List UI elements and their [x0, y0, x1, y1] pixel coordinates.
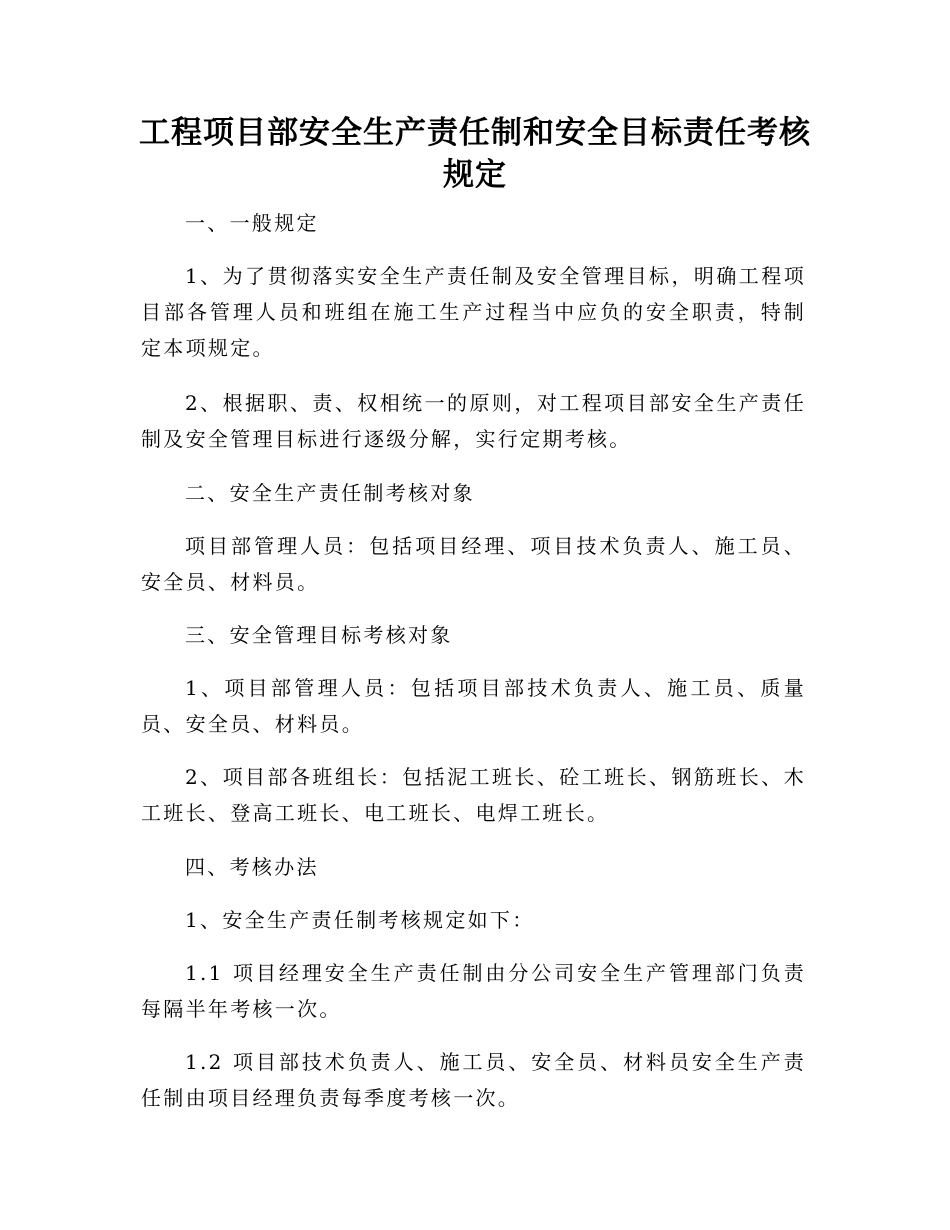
section-heading-general: 一、一般规定	[185, 211, 319, 235]
paragraph-team-leaders: 2、项目部各班组长：包括泥工班长、砼工班长、钢筋班长、木工班长、登高工班长、电工班长、电焊工班长。	[141, 765, 806, 825]
paragraph-goal-management-staff: 1、项目部管理人员：包括项目部技术负责人、施工员、质量员、安全员、材料员。	[141, 676, 806, 736]
paragraph-principle: 2、根据职、责、权相统一的原则，对工程项目部安全生产责任制及安全管理目标进行逐级分解，实行定期考核。	[141, 391, 806, 451]
paragraph-rule-1-2: 1.2 项目部技术负责人、施工员、安全员、材料员安全生产责任制由项目经理负责每季度考核一次。	[141, 1050, 806, 1110]
paragraph-rule-1-1: 1.1 项目经理安全生产责任制由分公司安全生产管理部门负责每隔半年考核一次。	[141, 961, 806, 1021]
document-title-line-2: 规定	[443, 157, 507, 193]
document-title-line-1: 工程项目部安全生产责任制和安全目标责任考核	[139, 115, 811, 151]
section-heading-responsibility-targets: 二、安全生产责任制考核对象	[185, 481, 475, 505]
paragraph-purpose: 1、为了贯彻落实安全生产责任制及安全管理目标，明确工程项目部各管理人员和班组在施工生产过程当中应负的安全职责，特制定本项规定。	[141, 264, 806, 360]
section-heading-goal-targets: 三、安全管理目标考核对象	[185, 623, 453, 647]
section-heading-assessment-method: 四、考核办法	[185, 855, 319, 879]
paragraph-assessment-rules: 1、安全生产责任制考核规定如下：	[185, 908, 535, 932]
document-title	[120, 112, 830, 196]
paragraph-management-staff: 项目部管理人员：包括项目经理、项目技术负责人、施工员、安全员、材料员。	[141, 534, 806, 594]
